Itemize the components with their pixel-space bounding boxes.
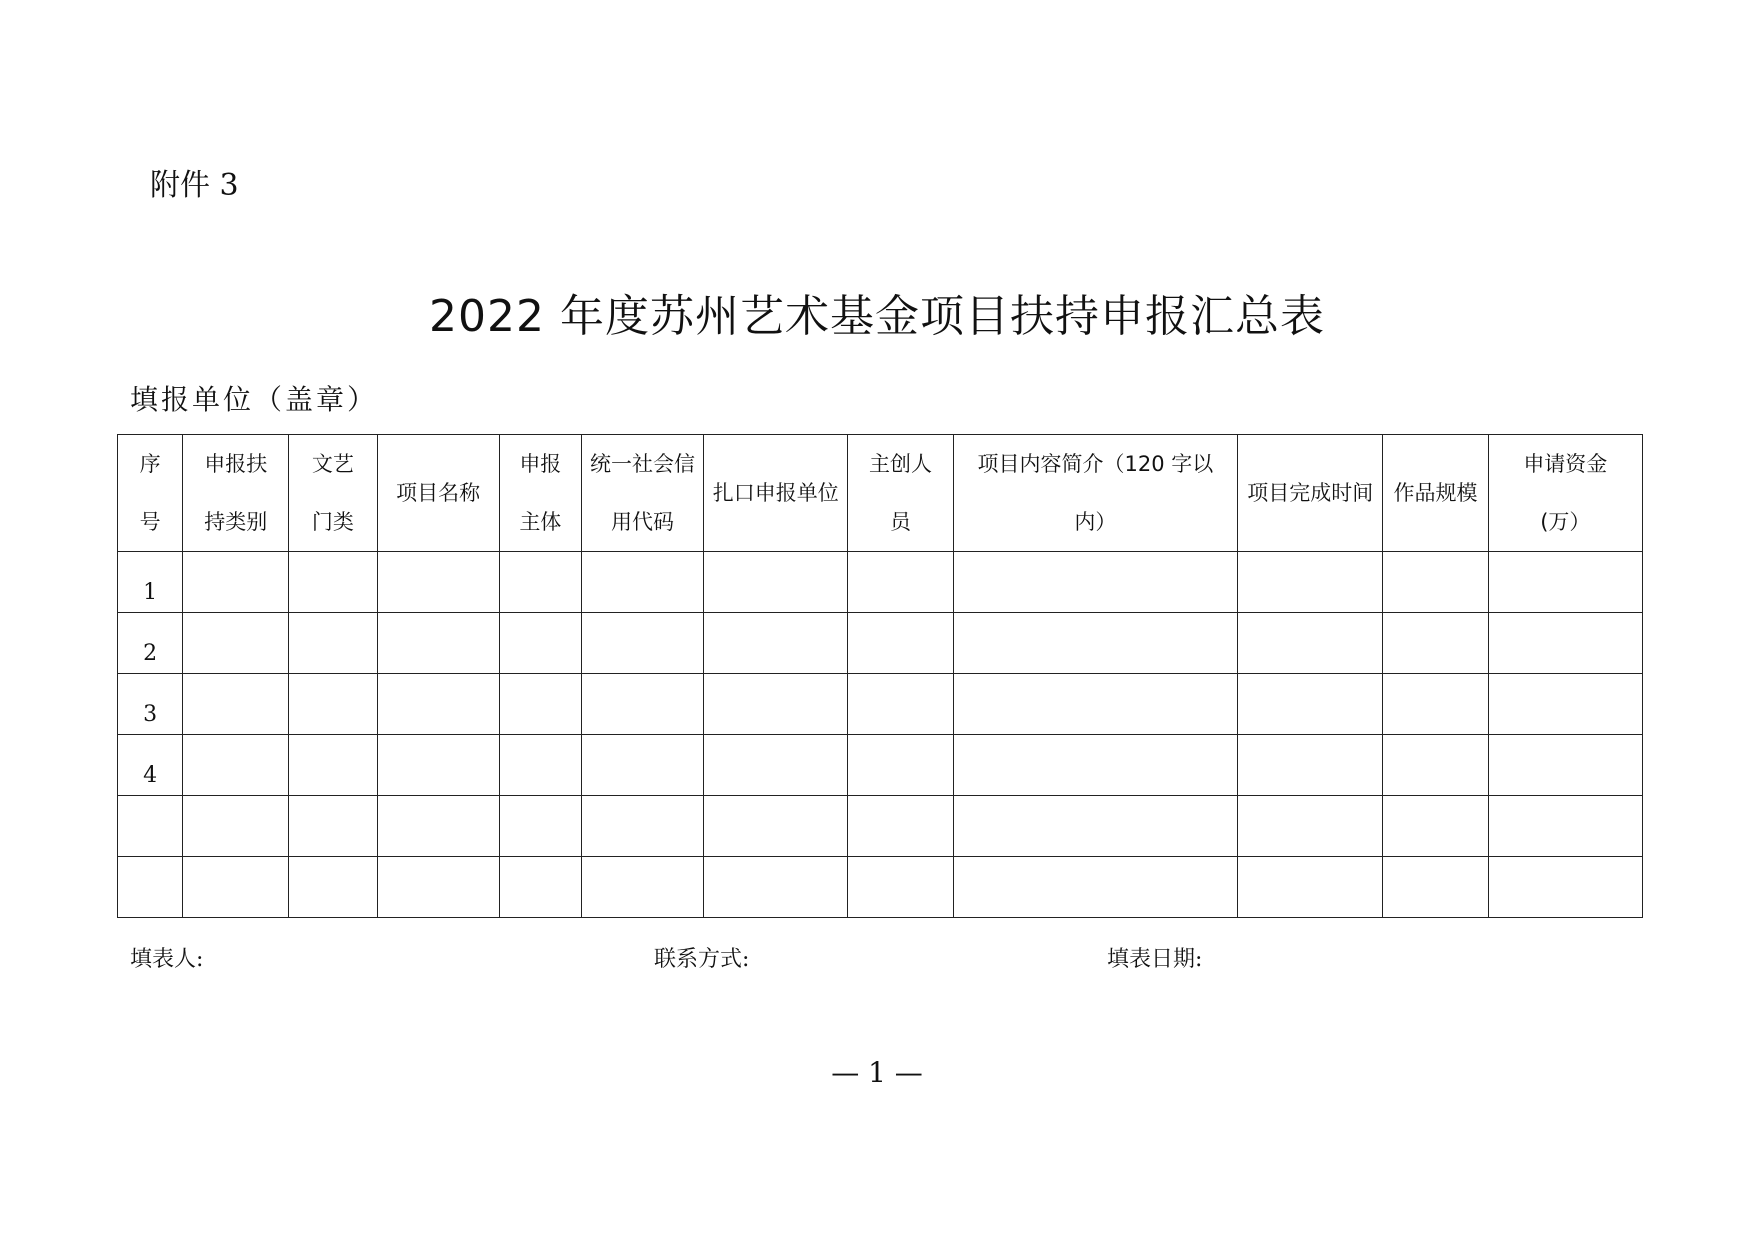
- header-completion-time: 项目完成时间: [1238, 435, 1383, 552]
- attachment-label: 附件 3: [150, 168, 239, 203]
- row-index-cell: [118, 857, 183, 918]
- table-cell[interactable]: [704, 613, 848, 674]
- header-work-scale: 作品规模: [1383, 435, 1488, 552]
- row-index-cell: [118, 552, 183, 613]
- filler-label: 填表人:: [130, 947, 204, 972]
- table-cell[interactable]: [377, 552, 499, 613]
- table-cell[interactable]: [848, 552, 953, 613]
- table-cell[interactable]: [1488, 796, 1642, 857]
- header-requested-funds: 申请资金(万）: [1488, 435, 1642, 552]
- table-cell[interactable]: [1488, 674, 1642, 735]
- table-cell[interactable]: [1488, 613, 1642, 674]
- table-cell[interactable]: [953, 857, 1238, 918]
- table-cell[interactable]: [1238, 552, 1383, 613]
- header-index: 序号: [118, 435, 183, 552]
- row-index-cell: [118, 613, 183, 674]
- table-cell[interactable]: [1238, 613, 1383, 674]
- header-submitting-unit: 扎口申报单位: [704, 435, 848, 552]
- table-cell[interactable]: [499, 552, 581, 613]
- table-cell[interactable]: [581, 796, 703, 857]
- row-index-cell: [118, 674, 183, 735]
- table-cell[interactable]: [1488, 552, 1642, 613]
- row-index-cell: [118, 735, 183, 796]
- table-cell[interactable]: [289, 796, 377, 857]
- table-cell[interactable]: [581, 735, 703, 796]
- filling-unit-label: 填报单位（盖章）: [130, 383, 379, 416]
- table-cell[interactable]: [953, 796, 1238, 857]
- table-cell[interactable]: [953, 613, 1238, 674]
- table-row: [118, 796, 1643, 857]
- table-cell[interactable]: [499, 613, 581, 674]
- table-cell[interactable]: [377, 735, 499, 796]
- header-credit-code: 统一社会信用代码: [581, 435, 703, 552]
- table-cell[interactable]: [377, 857, 499, 918]
- table-cell[interactable]: [499, 674, 581, 735]
- table-row: [118, 735, 1643, 796]
- table-cell[interactable]: [1238, 735, 1383, 796]
- table-cell[interactable]: [704, 552, 848, 613]
- header-creators: 主创人员: [848, 435, 953, 552]
- header-project-name: 项目名称: [377, 435, 499, 552]
- table-cell[interactable]: [704, 735, 848, 796]
- header-project-summary: 项目内容简介（120 字以内）: [953, 435, 1238, 552]
- table-cell[interactable]: [499, 735, 581, 796]
- table-cell[interactable]: [1238, 674, 1383, 735]
- header-applicant: 申报主体: [499, 435, 581, 552]
- table-cell[interactable]: [183, 552, 289, 613]
- row-index: 1: [143, 579, 158, 605]
- table-cell[interactable]: [1383, 857, 1488, 918]
- table-cell[interactable]: [377, 613, 499, 674]
- table-cell[interactable]: [848, 857, 953, 918]
- table-cell[interactable]: [289, 552, 377, 613]
- row-index: 2: [143, 640, 158, 666]
- table-cell[interactable]: [289, 613, 377, 674]
- row-index: 3: [143, 701, 158, 727]
- table-cell[interactable]: [289, 857, 377, 918]
- table-cell[interactable]: [704, 857, 848, 918]
- page-title: 2022 年度苏州艺术基金项目扶持申报汇总表: [429, 291, 1325, 342]
- table-cell[interactable]: [183, 796, 289, 857]
- table-header-row: [118, 435, 1643, 552]
- table-cell[interactable]: [183, 735, 289, 796]
- table-row: [118, 674, 1643, 735]
- summary-table: [117, 434, 1643, 918]
- table-row: [118, 552, 1643, 613]
- table-cell[interactable]: [848, 735, 953, 796]
- header-art-category: 文艺门类: [289, 435, 377, 552]
- table-cell[interactable]: [377, 796, 499, 857]
- table-cell[interactable]: [1238, 796, 1383, 857]
- table-cell[interactable]: [581, 552, 703, 613]
- table-row: [118, 857, 1643, 918]
- table-cell[interactable]: [953, 552, 1238, 613]
- table-cell[interactable]: [848, 613, 953, 674]
- table-cell[interactable]: [953, 735, 1238, 796]
- table-cell[interactable]: [499, 796, 581, 857]
- table-cell[interactable]: [499, 857, 581, 918]
- table-cell[interactable]: [704, 796, 848, 857]
- table-cell[interactable]: [183, 674, 289, 735]
- table-cell[interactable]: [1488, 735, 1642, 796]
- table-cell[interactable]: [1383, 796, 1488, 857]
- page-number: — 1 —: [831, 1056, 923, 1089]
- table-row: [118, 613, 1643, 674]
- table-cell[interactable]: [581, 857, 703, 918]
- table-cell[interactable]: [289, 674, 377, 735]
- row-index: 4: [143, 762, 158, 788]
- table-cell[interactable]: [1383, 735, 1488, 796]
- table-cell[interactable]: [581, 674, 703, 735]
- table-cell[interactable]: [848, 674, 953, 735]
- table-cell[interactable]: [581, 613, 703, 674]
- row-index-cell: [118, 796, 183, 857]
- table-cell[interactable]: [377, 674, 499, 735]
- table-cell[interactable]: [1238, 857, 1383, 918]
- contact-label: 联系方式:: [654, 947, 750, 972]
- table-cell[interactable]: [289, 735, 377, 796]
- header-support-category: 申报扶持类别: [183, 435, 289, 552]
- fill-date-label: 填表日期:: [1107, 947, 1203, 972]
- table-cell[interactable]: [183, 613, 289, 674]
- table-cell[interactable]: [848, 796, 953, 857]
- table-cell[interactable]: [704, 674, 848, 735]
- table-cell[interactable]: [183, 857, 289, 918]
- table-cell[interactable]: [1383, 674, 1488, 735]
- table-cell[interactable]: [1383, 613, 1488, 674]
- table-cell[interactable]: [1488, 857, 1642, 918]
- table-cell[interactable]: [953, 674, 1238, 735]
- table-cell[interactable]: [1383, 552, 1488, 613]
